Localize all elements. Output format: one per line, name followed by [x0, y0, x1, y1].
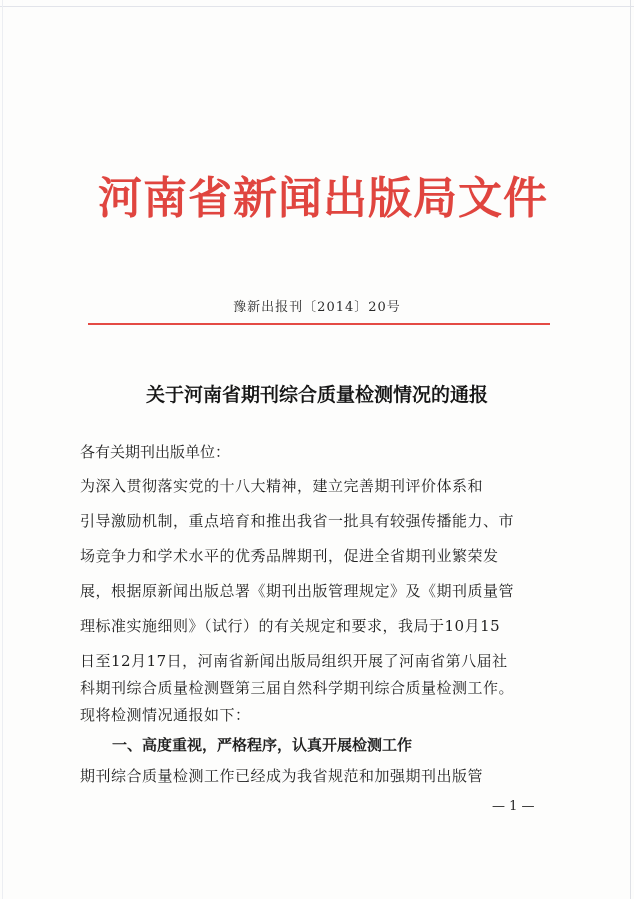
red-divider-rule — [88, 323, 550, 325]
agency-header-title: 河南省新闻出版局文件 — [98, 173, 548, 224]
paragraph-line: 为深入贯彻落实党的十八大精神，建立完善期刊评价体系和 — [80, 477, 484, 495]
section-first-line: 期刊综合质量检测工作已经成为我省规范和加强期刊出版管 — [80, 767, 484, 785]
paragraph-line: 科期刊综合质量检测暨第三届自然科学期刊综合质量检测工作。 — [80, 679, 515, 697]
scan-edge-right — [630, 0, 631, 899]
notice-title: 关于河南省期刊综合质量检测情况的通报 — [145, 384, 488, 406]
paragraph-line: 引导激励机制，重点培育和推出我省一批具有较强传播能力、市 — [80, 512, 515, 530]
paragraph-line: 场竞争力和学术水平的优秀品牌期刊，促进全省期刊业繁荣发 — [80, 547, 499, 565]
paragraph-line: 日至12月17日，河南省新闻出版局组织开展了河南省第八届社 — [80, 652, 508, 670]
page-number: — 1 — — [492, 799, 535, 814]
section-heading: 一、高度重视，严格程序，认真开展检测工作 — [112, 736, 413, 754]
paragraph-line: 理标准实施细则》（试行）的有关规定和要求，我局于10月15 — [80, 617, 501, 635]
scan-edge-left — [2, 0, 3, 899]
salutation: 各有关期刊出版单位： — [80, 443, 231, 461]
paragraph-line: 现将检测情况通报如下： — [80, 706, 251, 724]
scan-edge-top — [0, 6, 634, 7]
document-number: 豫新出报刊〔2014〕20号 — [233, 300, 401, 315]
paragraph-line: 展，根据原新闻出版总署《期刊出版管理规定》及《期刊质量管 — [80, 582, 515, 600]
